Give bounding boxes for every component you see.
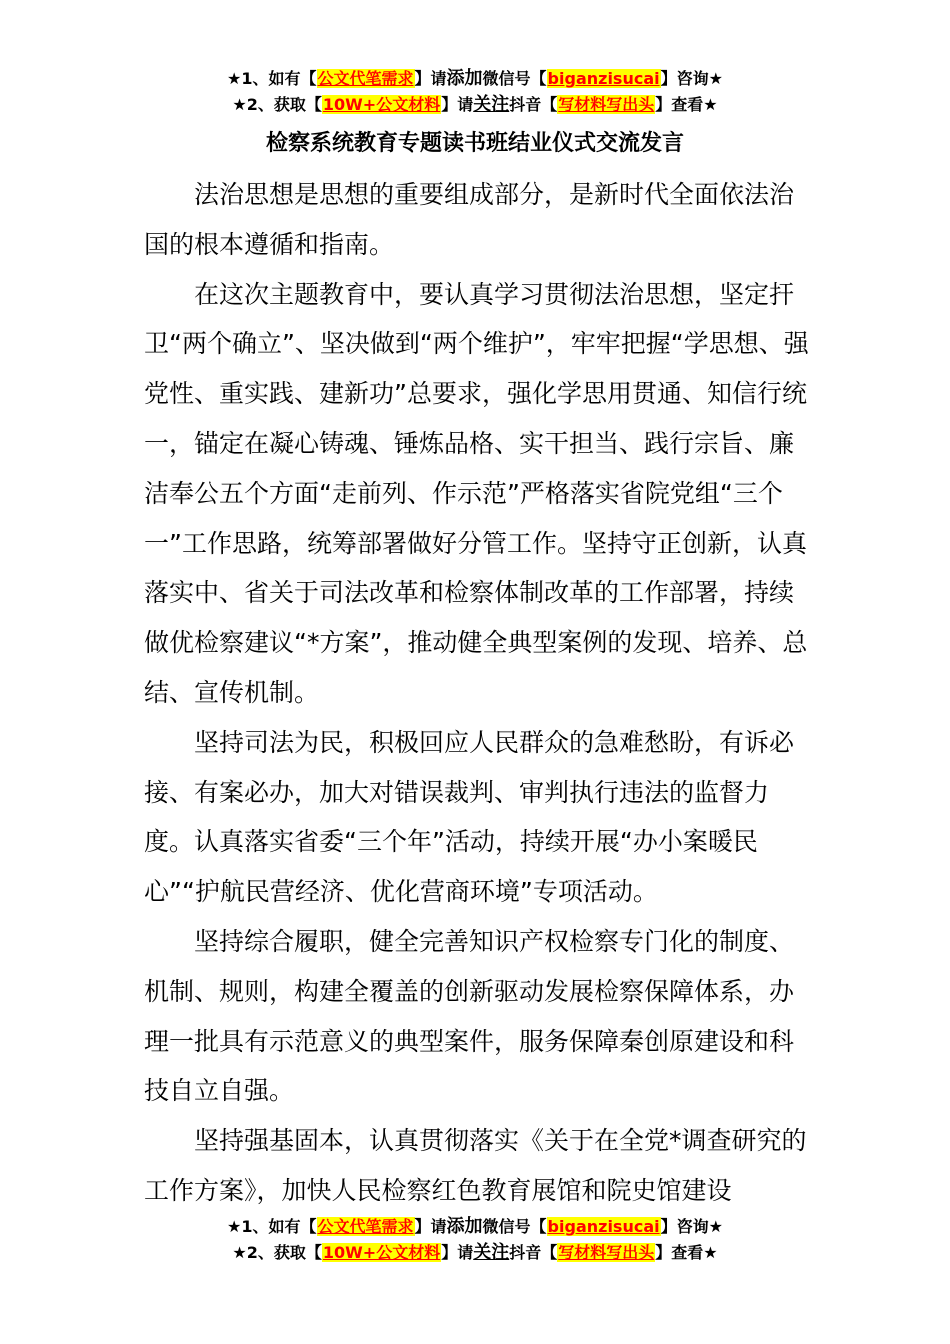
banner-highlight: 公文代笔需求 [317, 1217, 414, 1236]
header-banner [0, 66, 950, 118]
wechat-id-highlight: biganzisucai [547, 1217, 660, 1236]
douyin-id-highlight: 写材料写出头 [558, 95, 655, 114]
banner-text: 微信号【 [482, 69, 547, 88]
banner-emphasis: 添加 [446, 68, 483, 89]
banner-line-2 [0, 1240, 950, 1266]
paragraph: 坚持司法为民，积极回应人民群众的急难愁盼，有诉必接、有案必办，加大对错误裁判、审判执行违法的监督力度。认真落实省委“三个年”活动，持续开展“办小案暖民心”“护航民营经济、优化营商环境”专项活动。 [144, 727, 795, 907]
document-title: 检察系统教育专题读书班结业仪式交流发言 [265, 131, 684, 156]
banner-text: 】请 [441, 95, 474, 114]
banner-emphasis: 关注 [473, 1242, 510, 1263]
banner-line-1 [0, 66, 950, 92]
banner-text: 】咨询★ [660, 69, 723, 88]
banner-highlight: 10W+公文材料 [322, 1243, 441, 1262]
banner-text: 微信号【 [482, 1217, 547, 1236]
wechat-id-highlight: biganzisucai [547, 69, 660, 88]
banner-line-1 [0, 1214, 950, 1240]
banner-text: 抖音【 [509, 1243, 558, 1262]
banner-text: 】查看★ [655, 95, 718, 114]
banner-text: ★1、如有【 [227, 69, 317, 88]
banner-text: 】请 [414, 1217, 447, 1236]
paragraph: 坚持强基固本，认真贯彻落实《关于在全党*调查研究的工作方案》，加快人民检察红色教育展馆和院史馆建设 [144, 1126, 807, 1205]
banner-text: ★2、获取【 [232, 95, 322, 114]
banner-highlight: 公文代笔需求 [317, 69, 414, 88]
paragraph: 坚持综合履职，健全完善知识产权检察专门化的制度、机制、规则，构建全覆盖的创新驱动发展检察保障体系，办理一批具有示范意义的典型案件，服务保障秦创原建设和科技自立自强。 [144, 926, 795, 1106]
banner-highlight: 10W+公文材料 [322, 95, 441, 114]
banner-text: 抖音【 [509, 95, 558, 114]
banner-line-2 [0, 92, 950, 118]
banner-text: 】请 [441, 1243, 474, 1262]
banner-text: ★2、获取【 [232, 1243, 322, 1262]
banner-text: ★1、如有【 [227, 1217, 317, 1236]
paragraph: 法治思想是思想的重要组成部分，是新时代全面依法治国的根本遵循和指南。 [144, 180, 795, 259]
footer-banner [0, 1214, 950, 1266]
banner-emphasis: 添加 [446, 1216, 483, 1237]
banner-text: 】查看★ [655, 1243, 718, 1262]
paragraph: 在这次主题教育中，要认真学习贯彻法治思想，坚定扞卫“两个确立”、坚决做到“两个维护”，牢牢把握“学思想、强党性、重实践、建新功”总要求，强化学思用贯通、知信行统一，锚定在凝心铸魂、锤炼品格、实干担当、践行宗旨、廉洁奉公五个方面“走前列、作示范”严格落实省院党组“三个一”工作思路，统筹部署做好分管工作。坚持守正创新，认真落实中、省关于司法改革和检察体制改革的工作部署，持续做优检察建议“*方案”，推动健全典型案例的发现、培养、总结、宣传机制。 [144, 279, 809, 707]
douyin-id-highlight: 写材料写出头 [558, 1243, 655, 1262]
banner-text: 】咨询★ [660, 1217, 723, 1236]
banner-text: 】请 [414, 69, 447, 88]
banner-emphasis: 关注 [473, 94, 510, 115]
document-body [144, 170, 814, 1216]
